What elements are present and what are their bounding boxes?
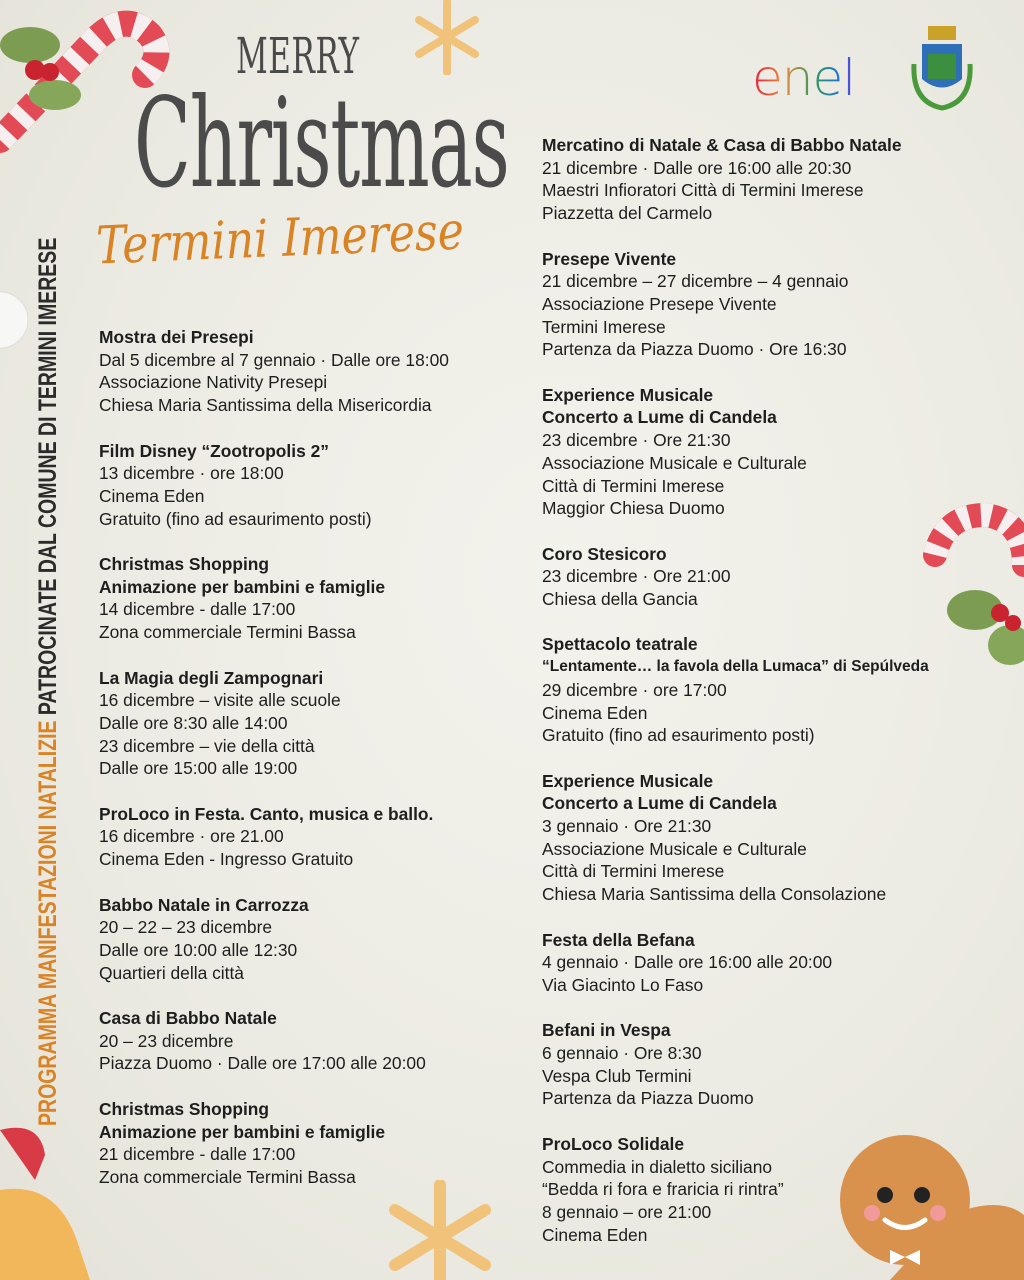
event-subtitle: “Lentamente… la favola della Lumaca” di Sepúlveda: [542, 658, 929, 676]
event-title: Festa della Befana: [542, 929, 695, 950]
event-detail: Maggior Chiesa Duomo: [542, 498, 725, 519]
event-item: [542, 633, 1012, 747]
event-title: Animazione per bambini e famiglie: [99, 1121, 386, 1142]
right-event-list: [542, 134, 1012, 1269]
event-detail: 21 dicembre – 27 dicembre – 4 gennaio: [542, 271, 849, 292]
event-detail: Commedia in dialetto siciliano: [542, 1156, 773, 1177]
ornament-ball-icon: [0, 275, 30, 365]
left-event-list: [99, 326, 529, 1211]
event-title: Presepe Vivente: [542, 248, 677, 269]
event-title: Experience Musicale: [542, 384, 714, 405]
event-detail: 8 gennaio – ore 21:00: [542, 1201, 712, 1222]
event-detail: Associazione Presepe Vivente: [542, 293, 777, 314]
event-title: Christmas Shopping: [99, 1098, 270, 1119]
event-detail: Associazione Musicale e Culturale: [542, 452, 807, 473]
event-detail: Chiesa Maria Santissima della Consolazione: [542, 884, 887, 905]
event-detail: Cinema Eden: [542, 702, 648, 723]
event-detail: Quartieri della città: [99, 962, 244, 983]
merry-heading: MERRY: [235, 27, 360, 85]
event-detail: Dalle ore 15:00 alle 19:00: [99, 758, 298, 779]
event-detail: 16 dicembre · ore 21.00: [99, 826, 284, 847]
event-detail: Chiesa Maria Santissima della Misericordia: [99, 395, 432, 416]
event-detail: Cinema Eden: [99, 485, 205, 506]
event-item: [99, 894, 529, 985]
event-title: Christmas Shopping: [99, 554, 270, 574]
event-title: ProLoco Solidale: [542, 1133, 685, 1154]
event-title: Experience Musicale: [542, 770, 714, 791]
event-detail: Termini Imerese: [542, 316, 666, 337]
event-detail: Partenza da Piazza Duomo: [542, 1088, 754, 1109]
event-item: [542, 929, 1012, 997]
event-item: [542, 248, 1012, 362]
event-item: [542, 1133, 1012, 1247]
event-detail: Piazza Duomo · Dalle ore 17:00 alle 20:00: [99, 1053, 426, 1074]
event-detail: 16 dicembre – visite alle scuole: [99, 690, 341, 711]
event-item: [542, 543, 1012, 611]
event-title: Coro Stesicoro: [542, 543, 667, 564]
event-detail: Associazione Musicale e Culturale: [542, 838, 807, 859]
event-title: Concerto a Lume di Candela: [542, 407, 777, 428]
event-detail: 23 dicembre · Ore 21:30: [542, 430, 731, 451]
enel-logo: enel: [752, 49, 856, 107]
event-title: Spettacolo teatrale: [542, 634, 698, 655]
crest-logo: [910, 24, 974, 112]
event-detail: 23 dicembre · Ore 21:00: [542, 566, 731, 587]
event-title: Mostra dei Presepi: [99, 327, 254, 347]
event-detail: Maestri Infioratori Città di Termini Imerese: [542, 180, 864, 201]
event-title: La Magia degli Zampognari: [99, 667, 324, 688]
event-detail: Gratuito (fino ad esaurimento posti): [542, 725, 815, 746]
event-detail: 6 gennaio · Ore 8:30: [542, 1043, 702, 1064]
event-item: [542, 384, 1012, 520]
event-title: Befani in Vespa: [542, 1020, 671, 1041]
bell-icon: [0, 1120, 110, 1280]
event-title: Babbo Natale in Carrozza: [99, 894, 309, 915]
event-detail: 20 – 22 – 23 dicembre: [99, 917, 273, 938]
event-title: Mercatino di Natale & Casa di Babbo Natale: [542, 135, 902, 155]
event-item: [99, 326, 529, 417]
event-item: [542, 770, 1012, 906]
event-detail: Città di Termini Imerese: [542, 475, 725, 496]
event-title: Casa di Babbo Natale: [99, 1008, 277, 1028]
event-detail: Dalle ore 10:00 alle 12:30: [99, 939, 298, 960]
event-detail: 29 dicembre · ore 17:00: [542, 679, 727, 700]
event-title: Concerto a Lume di Candela: [542, 793, 777, 814]
event-detail: Zona commerciale Termini Bassa: [99, 1166, 356, 1187]
event-item: [99, 1098, 529, 1189]
event-detail: Cinema Eden - Ingresso Gratuito: [99, 849, 354, 870]
event-detail: Piazzetta del Carmelo: [542, 203, 713, 224]
event-detail: 3 gennaio · Ore 21:30: [542, 816, 712, 837]
event-item: [542, 134, 1012, 225]
event-item: [99, 440, 529, 531]
event-item: [99, 803, 529, 871]
event-detail: 13 dicembre · ore 18:00: [99, 463, 284, 484]
side-banner-highlight: PROGRAMMA MANIFESTAZIONI NATALIZIE: [34, 720, 62, 1126]
event-title: ProLoco in Festa. Canto, musica e ballo.: [99, 803, 434, 824]
event-detail: Dal 5 dicembre al 7 gennaio · Dalle ore 18:00: [99, 349, 449, 370]
event-item: [99, 1007, 529, 1075]
event-item: [99, 667, 529, 781]
event-title: Animazione per bambini e famiglie: [99, 576, 386, 597]
side-banner-rest: PATROCINATE DAL COMUNE DI TERMINI IMERESE: [34, 237, 62, 716]
event-detail: Dalle ore 8:30 alle 14:00: [99, 712, 288, 733]
snowflake-icon: [415, 0, 480, 75]
event-detail: Città di Termini Imerese: [542, 861, 725, 882]
city-heading: Termini Imerese: [95, 201, 465, 277]
event-detail: Via Giacinto Lo Faso: [542, 974, 704, 995]
christmas-heading: Christmas: [134, 72, 509, 216]
event-detail: 21 dicembre · Dalle ore 16:00 alle 20:30: [542, 157, 852, 178]
event-detail: Associazione Nativity Presepi: [99, 372, 328, 393]
event-detail: Chiesa della Gancia: [542, 589, 698, 610]
event-detail: Partenza da Piazza Duomo · Ore 16:30: [542, 339, 847, 360]
event-item: [542, 1019, 1012, 1110]
event-detail: 4 gennaio · Dalle ore 16:00 alle 20:00: [542, 952, 833, 973]
event-detail: Zona commerciale Termini Bassa: [99, 622, 356, 643]
event-item: [99, 553, 529, 644]
side-banner: [28, 237, 68, 1126]
event-detail: Cinema Eden: [542, 1224, 648, 1245]
event-detail: 23 dicembre – vie della città: [99, 735, 315, 756]
event-detail: 14 dicembre - dalle 17:00: [99, 599, 296, 620]
event-detail: Gratuito (fino ad esaurimento posti): [99, 508, 372, 529]
event-detail: “Bedda ri fora e fraricia ri rintra”: [542, 1179, 784, 1200]
event-detail: 20 – 23 dicembre: [99, 1030, 234, 1051]
event-detail: 21 dicembre - dalle 17:00: [99, 1144, 296, 1165]
event-title: Film Disney “Zootropolis 2”: [99, 440, 329, 461]
event-detail: Vespa Club Termini: [542, 1065, 692, 1086]
